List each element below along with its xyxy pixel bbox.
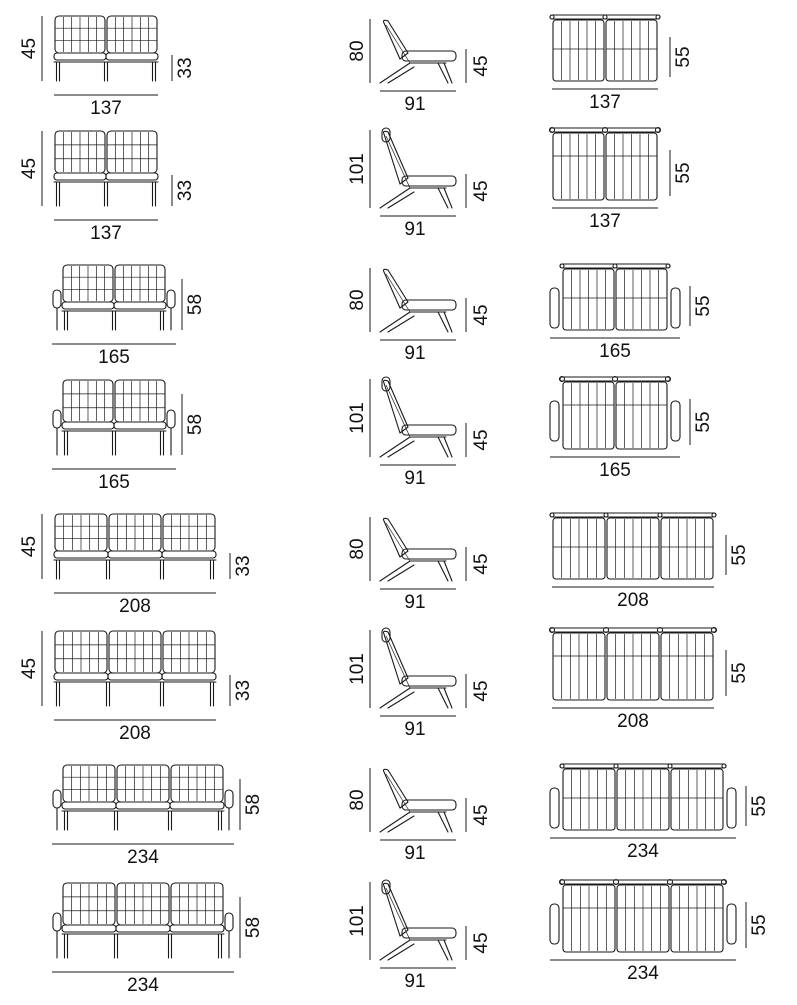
front-seat-height-label: 33	[175, 179, 197, 202]
plan-view	[550, 15, 694, 113]
plan-view	[550, 377, 714, 482]
front-frame	[62, 811, 224, 830]
front-elevation	[19, 131, 196, 244]
front-seat-height-label: 58	[185, 293, 207, 316]
side-dimensions	[347, 517, 492, 613]
front-seat-height-label: 33	[233, 555, 255, 577]
top-view	[550, 377, 680, 450]
side-chair	[380, 269, 456, 332]
front-seat-height-label: 33	[233, 679, 255, 702]
front-frame	[62, 311, 166, 330]
side-dimensions	[347, 268, 492, 364]
top-depth-label: 55	[693, 411, 715, 433]
front-elevation	[19, 514, 254, 617]
front-elevation	[52, 883, 264, 996]
side-chair	[380, 628, 456, 708]
front-seat-height-label: 58	[243, 916, 265, 939]
front-seat-height-label: 58	[243, 793, 265, 816]
top-width-label: 234	[627, 963, 659, 985]
top-depth-label: 55	[673, 46, 695, 68]
side-elevation	[347, 517, 492, 613]
variant-row	[52, 377, 714, 494]
front-height-label: 45	[19, 37, 41, 60]
side-chair	[380, 377, 456, 457]
top-view	[550, 15, 660, 81]
front-frame	[54, 182, 158, 206]
variant-row	[52, 880, 770, 997]
side-elevation	[347, 128, 492, 240]
plan-view	[550, 128, 695, 233]
side-depth-label: 91	[404, 592, 426, 614]
side-depth-label: 91	[404, 719, 426, 741]
variant-row	[52, 264, 714, 368]
front-height-label: 45	[19, 657, 41, 680]
side-chair	[380, 880, 456, 960]
top-view	[550, 628, 717, 701]
front-seat-cushions	[54, 173, 158, 180]
side-elevation	[347, 268, 492, 364]
front-back-cushions	[63, 883, 223, 925]
front-height-label: 45	[19, 157, 41, 180]
side-height-label: 101	[347, 153, 369, 185]
side-dimensions	[347, 130, 492, 240]
variant-row	[52, 764, 770, 868]
plan-view	[550, 513, 750, 611]
top-view	[550, 513, 716, 579]
front-width-label: 208	[119, 723, 151, 745]
top-dimensions	[550, 286, 714, 362]
front-back-cushions	[55, 631, 215, 673]
front-dimensions	[52, 897, 264, 996]
front-elevation	[52, 765, 264, 868]
side-elevation	[347, 880, 492, 992]
top-view	[550, 880, 736, 953]
side-seat-height-label: 45	[471, 932, 493, 954]
front-dimensions	[19, 631, 254, 744]
front-back-cushions	[55, 514, 215, 551]
top-width-label: 165	[599, 341, 631, 363]
side-depth-label: 91	[404, 971, 426, 993]
side-dimensions	[347, 379, 492, 489]
side-elevation	[347, 768, 492, 864]
top-dimensions	[552, 535, 750, 611]
front-back-cushions	[63, 380, 165, 422]
front-frame	[54, 682, 216, 706]
variant-row	[19, 513, 750, 617]
front-frame	[62, 934, 224, 958]
front-back-cushions	[55, 131, 157, 173]
variant-row	[19, 15, 694, 119]
top-view	[550, 264, 680, 330]
side-seat-height-label: 45	[471, 429, 493, 451]
front-width-label: 234	[127, 975, 159, 997]
top-width-label: 208	[617, 711, 649, 733]
top-dimensions	[552, 650, 750, 732]
side-depth-label: 91	[404, 219, 426, 241]
side-height-label: 80	[347, 40, 369, 62]
side-elevation	[347, 628, 492, 740]
front-frame	[54, 560, 216, 579]
front-width-label: 137	[90, 223, 122, 245]
side-seat-height-label: 45	[471, 180, 493, 202]
top-width-label: 137	[589, 92, 621, 114]
front-height-label: 45	[19, 535, 41, 558]
side-depth-label: 91	[404, 843, 426, 865]
variant-row	[19, 628, 750, 745]
side-dimensions	[347, 768, 492, 864]
front-dimensions	[52, 394, 206, 493]
plan-view	[550, 628, 751, 733]
side-depth-label: 91	[404, 343, 426, 365]
top-depth-label: 55	[729, 544, 751, 566]
front-seat-cushions	[54, 551, 216, 558]
top-depth-label: 55	[673, 162, 695, 184]
front-width-label: 165	[98, 472, 130, 494]
front-elevation	[19, 631, 254, 744]
front-frame	[54, 62, 158, 81]
side-chair	[380, 518, 456, 581]
side-seat-height-label: 45	[471, 680, 493, 702]
side-dimensions	[347, 882, 492, 992]
front-seat-cushions	[62, 802, 224, 809]
front-seat-cushions	[54, 53, 158, 60]
side-height-label: 80	[347, 538, 369, 560]
front-width-label: 137	[90, 98, 122, 120]
front-width-label: 208	[119, 596, 151, 618]
front-width-label: 234	[127, 847, 159, 869]
top-dimensions	[550, 399, 714, 481]
plan-view	[550, 264, 714, 362]
top-view	[550, 764, 736, 830]
side-chair	[380, 128, 456, 208]
front-elevation	[19, 16, 196, 119]
front-frame	[62, 431, 166, 455]
front-back-cushions	[55, 16, 157, 53]
side-chair	[380, 20, 456, 83]
variant-row	[19, 128, 694, 245]
top-depth-label: 55	[749, 795, 771, 817]
front-back-cushions	[63, 765, 223, 802]
side-seat-height-label: 45	[471, 553, 493, 575]
top-width-label: 165	[599, 460, 631, 482]
top-depth-label: 55	[729, 662, 751, 684]
front-back-cushions	[63, 265, 165, 302]
side-height-label: 101	[347, 402, 369, 434]
front-seat-height-label: 58	[185, 413, 207, 436]
front-seat-cushions	[62, 302, 166, 309]
side-height-label: 101	[347, 653, 369, 685]
side-seat-height-label: 45	[471, 55, 493, 77]
plan-view	[550, 880, 770, 985]
front-dimensions	[52, 279, 206, 368]
front-dimensions	[19, 514, 254, 617]
side-depth-label: 91	[404, 468, 426, 490]
top-depth-label: 55	[693, 295, 715, 317]
side-height-label: 80	[347, 289, 369, 311]
side-elevation	[347, 19, 492, 115]
front-seat-cushions	[62, 422, 166, 429]
front-seat-cushions	[62, 925, 224, 932]
side-dimensions	[347, 630, 492, 740]
side-dimensions	[347, 19, 492, 115]
top-width-label: 208	[617, 590, 649, 612]
top-view	[550, 128, 661, 201]
side-chair	[380, 769, 456, 832]
side-elevation	[347, 377, 492, 489]
plan-view	[550, 764, 770, 862]
side-height-label: 80	[347, 789, 369, 811]
front-seat-cushions	[54, 673, 216, 680]
top-width-label: 137	[589, 211, 621, 233]
side-seat-height-label: 45	[471, 804, 493, 826]
front-width-label: 165	[98, 347, 130, 369]
top-depth-label: 55	[749, 914, 771, 936]
top-width-label: 234	[627, 841, 659, 863]
front-seat-height-label: 33	[175, 57, 197, 79]
side-height-label: 101	[347, 905, 369, 937]
side-seat-height-label: 45	[471, 304, 493, 326]
front-elevation	[52, 265, 206, 368]
side-depth-label: 91	[404, 94, 426, 116]
front-elevation	[52, 380, 206, 493]
